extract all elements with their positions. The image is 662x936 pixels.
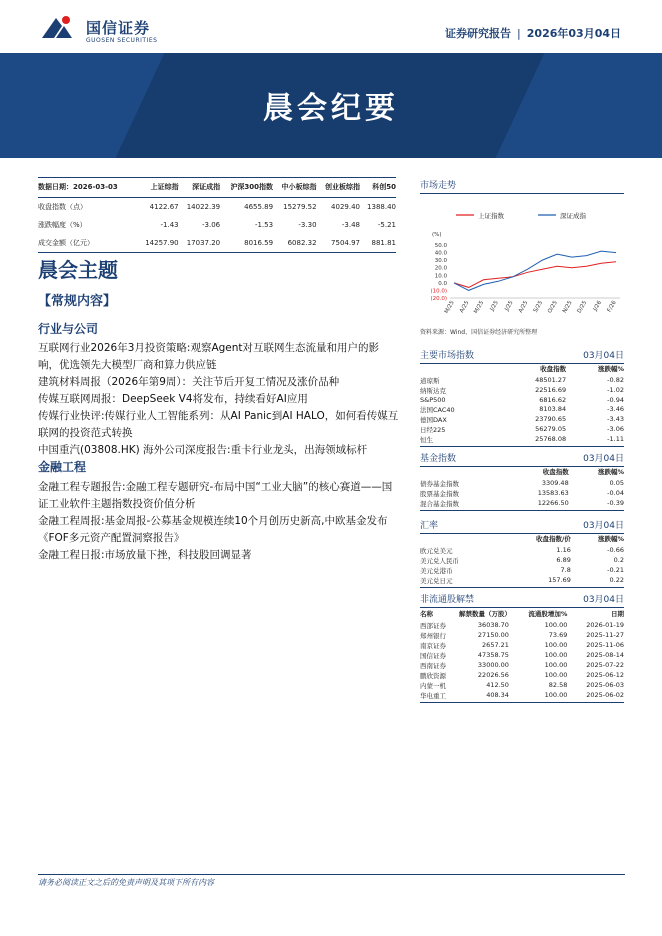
table-cell: -0.66: [607, 546, 624, 554]
page-title: 晨会纪要: [263, 91, 399, 126]
table-cell: 2025-06-12: [586, 671, 624, 679]
guosen-logo-icon: [40, 14, 74, 44]
table-header: 创业板综指: [317, 178, 360, 198]
table-cell: 12266.50: [503, 498, 569, 510]
table-cell: -0.04: [607, 489, 624, 497]
table-cell: 收盘指数（点）: [38, 203, 87, 211]
company-logo: [40, 14, 200, 48]
table-cell: 6082.32: [273, 234, 316, 253]
table-row: [420, 660, 624, 670]
table-header: 数据日期：2026-03-03: [38, 178, 137, 198]
table-header-row: [420, 532, 624, 545]
table-cell: -1.43: [160, 221, 179, 229]
table-cell: 22026.56: [477, 671, 509, 679]
table-cell: 2657.21: [482, 641, 509, 649]
market-trend-heading: [420, 178, 624, 194]
table-cell: -3.06: [201, 221, 221, 229]
report-summary: 中国重汽(03808.HK) 海外公司深度报告:重卡行业龙头，出海领域标杆: [38, 444, 368, 456]
table-row: [420, 555, 624, 565]
y-tick-label: (10.0): [430, 288, 447, 295]
table-header: 涨跌幅%: [597, 365, 624, 373]
table-header: [420, 532, 500, 545]
brand-name: 国信证券: [86, 19, 151, 37]
unlock-table: [420, 607, 624, 703]
table-cell: -0.94: [607, 395, 624, 404]
table-cell: 涨跌幅度（%）: [38, 221, 87, 229]
table-cell: 8103.84: [539, 405, 567, 413]
table-cell: 47358.75: [477, 651, 509, 659]
table-row: [420, 650, 624, 660]
funds-date: 03月04日: [583, 454, 624, 464]
unlock-title: 非流通股解禁: [420, 595, 475, 605]
table-cell: 郑州银行: [420, 631, 446, 640]
table-header: 科创50: [360, 178, 396, 198]
table-row: [420, 565, 624, 575]
legend-label: 上证指数: [478, 212, 504, 220]
table-header: 深证成指: [179, 178, 221, 198]
table-cell: 2025-07-22: [586, 661, 624, 669]
table-cell: 48501.27: [535, 376, 567, 384]
table-cell: 100.00: [544, 651, 568, 659]
indices-table: [420, 362, 624, 447]
fx-table: [420, 532, 624, 588]
table-cell: -3.43: [607, 415, 624, 423]
table-row: [420, 545, 624, 555]
table-header-row: [420, 465, 624, 478]
brand-name-en: GUOSEN SECURITIES: [86, 37, 158, 44]
table-cell: 8016.59: [220, 234, 273, 253]
table-cell: 0.2: [613, 556, 624, 564]
table-cell: 4029.40: [331, 203, 360, 211]
table-row: [420, 680, 624, 690]
table-header-row: [420, 607, 624, 620]
table-cell: 2025-11-06: [586, 641, 624, 649]
table-cell: 13583.63: [537, 489, 569, 497]
table-cell: 100.00: [544, 641, 568, 649]
x-tick-label: M/25: [473, 300, 486, 315]
table-cell: 国信证券: [420, 651, 446, 660]
table-cell: 6.89: [556, 556, 571, 564]
table-cell: 日经225: [420, 425, 446, 434]
x-tick-label: M/25: [443, 300, 456, 315]
table-cell: 17037.20: [179, 234, 221, 253]
table-cell: 混合基金指数: [420, 498, 503, 510]
table-header-row: [38, 178, 396, 198]
fx-date: 03月04日: [583, 521, 624, 531]
chart-y-label: (%): [432, 232, 442, 238]
table-header: 名称: [420, 610, 433, 618]
table-cell: 100.00: [544, 661, 568, 669]
table-cell: 4122.67: [149, 203, 179, 211]
table-cell: 4655.89: [244, 203, 274, 211]
table-cell: -5.21: [377, 221, 396, 229]
market-trend-chart: [420, 196, 625, 324]
table-cell: -0.39: [569, 498, 624, 510]
report-summary: 建筑材料周报（2026年第9周）：关注节后开复工情况及涨价品种: [38, 376, 340, 388]
industry-company-list: [38, 340, 400, 459]
table-header: 收盘指数: [540, 365, 567, 373]
unlock-heading: [420, 592, 624, 608]
table-row: [420, 478, 624, 488]
table-cell: -0.82: [607, 376, 624, 384]
table-row: [420, 690, 624, 702]
table-cell: 56279.05: [535, 425, 567, 433]
table-cell: 欧元兑美元: [420, 546, 453, 555]
report-summary: 金融工程日报:市场放量下挫，科技股回调显著: [38, 549, 252, 561]
funds-table: [420, 465, 624, 511]
table-cell: 2025-06-03: [586, 681, 624, 689]
table-row: [420, 414, 624, 424]
table-cell: -3.46: [607, 405, 624, 413]
table-cell: 美元兑人民币: [420, 556, 459, 565]
table-header: [420, 362, 497, 375]
table-cell: 美元兑日元: [420, 575, 500, 587]
table-cell: 2025-11-27: [586, 631, 624, 639]
table-cell: 1.16: [556, 546, 571, 554]
table-header: 涨跌幅%: [597, 468, 624, 476]
table-cell: 100.00: [544, 671, 568, 679]
y-tick-label: 50.0: [434, 243, 447, 249]
table-cell: -1.11: [566, 434, 624, 446]
y-tick-label: 0.0: [438, 280, 447, 287]
table-row: [420, 385, 624, 395]
table-cell: -1.02: [607, 386, 624, 394]
y-tick-label: 30.0: [434, 258, 447, 265]
footer-divider: [38, 874, 625, 875]
table-header: [420, 465, 503, 478]
header-meta: [445, 25, 621, 41]
fx-title: 汇率: [420, 521, 439, 531]
report-type: 证券研究报告: [445, 27, 512, 40]
x-tick-label: J/25: [504, 300, 515, 313]
table-cell: 美元兑港币: [420, 566, 453, 575]
regular-content-heading: 【常规内容】: [38, 294, 117, 309]
table-row: [420, 630, 624, 640]
table-row: [420, 404, 624, 414]
table-cell: -3.30: [298, 221, 317, 229]
table-row: [420, 498, 624, 510]
x-tick-label: N/25: [561, 300, 574, 315]
table-row: [420, 375, 624, 385]
table-row: [420, 395, 624, 404]
table-cell: 恒生: [420, 434, 497, 446]
table-cell: -3.06: [607, 425, 624, 433]
table-row: [420, 620, 624, 630]
title-banner: [0, 53, 662, 158]
x-tick-label: F/26: [606, 300, 618, 314]
chart-source: 资料来源：Wind、国信证券经济研究所整理: [420, 329, 538, 336]
table-header-row: [420, 362, 624, 375]
table-row: [420, 424, 624, 434]
report-date: 2026年03月04日: [526, 27, 621, 40]
table-row: [420, 640, 624, 650]
table-cell: 南京证券: [420, 641, 446, 650]
table-cell: -0.21: [607, 566, 624, 574]
table-cell: 6816.62: [539, 395, 567, 404]
table-row: [38, 234, 396, 253]
table-cell: 408.34: [459, 690, 509, 702]
table-cell: 2026-01-19: [586, 621, 624, 629]
x-tick-label: O/25: [547, 300, 559, 315]
y-tick-label: 20.0: [434, 265, 447, 272]
table-row: [38, 198, 396, 217]
series-line-0: [454, 262, 616, 288]
market-trend-title: 市场走势: [420, 181, 457, 191]
unlock-date: 03月04日: [583, 595, 624, 605]
table-cell: 100.00: [544, 621, 568, 629]
table-header: 中小板综指: [273, 178, 316, 198]
financial-engineering-heading: 金融工程: [38, 460, 87, 474]
table-cell: 西部证券: [420, 621, 446, 630]
table-cell: 内蒙一机: [420, 681, 446, 690]
table-cell: 债券基金指数: [420, 479, 459, 488]
table-cell: 412.50: [486, 681, 509, 689]
table-row: [38, 216, 396, 234]
table-cell: 7504.97: [317, 234, 360, 253]
report-summary: 金融工程专题报告:金融工程专题研究-布局中国“工业大脑”的核心赛道——国证工业软件主题指数投资价值分析: [38, 481, 393, 510]
y-tick-label: 40.0: [434, 250, 447, 257]
table-cell: 法国CAC40: [420, 405, 455, 414]
table-cell: 3309.48: [541, 479, 569, 487]
table-header: 涨跌幅%: [597, 535, 624, 543]
report-summary: 传媒互联网周报：DeepSeek V4将发布，持续看好AI应用: [38, 393, 308, 405]
table-row: [420, 488, 624, 498]
table-cell: 鹏欣资源: [420, 671, 446, 680]
x-tick-label: A/25: [517, 300, 530, 314]
table-row: [420, 434, 624, 446]
table-cell: 33000.00: [477, 661, 509, 669]
table-cell: 德国DAX: [420, 415, 447, 424]
table-cell: 22516.69: [535, 386, 567, 394]
table-cell: 股票基金指数: [420, 489, 459, 498]
table-header: 流通股增加%: [528, 610, 568, 618]
table-cell: 23790.65: [535, 415, 567, 423]
report-summary: 互联网行业2026年3月投资策略:观察Agent对互联网生态流量和用户的影响，优选领先大模型厂商和算力供应链: [38, 342, 380, 371]
table-cell: 82.58: [548, 681, 568, 689]
table-cell: 1388.40: [367, 203, 396, 211]
industry-company-heading: 行业与公司: [38, 322, 99, 336]
table-cell: 2025-08-14: [586, 651, 624, 659]
table-cell: 0.05: [609, 479, 624, 487]
table-cell: S&P500: [420, 395, 446, 404]
x-tick-label: J/26: [592, 300, 604, 313]
x-tick-label: D/25: [576, 300, 589, 315]
indices-title: 主要市场指数: [420, 351, 475, 361]
table-header: 收盘指数/价: [535, 535, 571, 543]
table-cell: 0.22: [571, 575, 624, 587]
header-separator: |: [517, 27, 521, 40]
y-tick-label: (20.0): [430, 296, 447, 302]
table-row: [420, 575, 624, 587]
table-cell: 881.81: [360, 234, 396, 253]
table-cell: 西南证券: [420, 661, 446, 670]
table-cell: 73.69: [548, 631, 568, 639]
footer-disclaimer: 请务必阅读正文之后的免责声明及其项下所有内容: [38, 878, 214, 887]
indices-date: 03月04日: [583, 351, 624, 361]
theme-heading: 晨会主题: [38, 258, 118, 282]
table-cell: 成交金额（亿元）: [38, 234, 137, 253]
legend-label: 深证成指: [560, 212, 586, 220]
table-cell: 157.69: [500, 575, 571, 587]
report-summary: 传媒行业快评:传媒行业人工智能系列：从AI Panic到AI HALO，如何看传媒互联网的投资范式转换: [38, 410, 399, 439]
table-cell: 华电重工: [420, 690, 459, 702]
table-cell: 15279.52: [283, 203, 317, 211]
table-header: 日期: [611, 610, 624, 618]
table-cell: 2025-06-02: [567, 690, 624, 702]
report-summary: 金融工程周报:基金周报-公募基金规模连续10个月创历史新高,中欧基金发布《FOF多元资产配置洞察报告》: [38, 515, 388, 544]
x-tick-label: A/25: [458, 300, 471, 314]
table-cell: 7.8: [560, 566, 571, 574]
table-header: 解禁数量（万股）: [458, 610, 511, 618]
table-header: 上证综指: [137, 178, 179, 198]
table-cell: 36038.70: [477, 621, 509, 629]
table-cell: 14257.90: [137, 234, 179, 253]
y-tick-label: 10.0: [434, 273, 447, 280]
table-header: 收盘指数: [542, 468, 569, 476]
financial-engineering-list: [38, 479, 400, 564]
table-header: 沪深300指数: [220, 178, 273, 198]
table-cell: 14022.39: [186, 203, 221, 211]
table-cell: -3.48: [341, 221, 360, 229]
table-cell: 纳斯达克: [420, 386, 446, 395]
table-cell: 27150.00: [477, 631, 509, 639]
market-data-table: [38, 177, 396, 253]
chart-series: [454, 251, 616, 290]
table-cell: 25768.08: [497, 434, 566, 446]
funds-title: 基金指数: [420, 454, 457, 464]
x-tick-label: S/25: [532, 300, 545, 314]
table-row: [420, 670, 624, 680]
x-tick-label: J/25: [489, 300, 500, 313]
table-cell: 道琼斯: [420, 376, 440, 385]
table-cell: -1.53: [254, 221, 274, 229]
table-cell: 100.00: [509, 690, 567, 702]
